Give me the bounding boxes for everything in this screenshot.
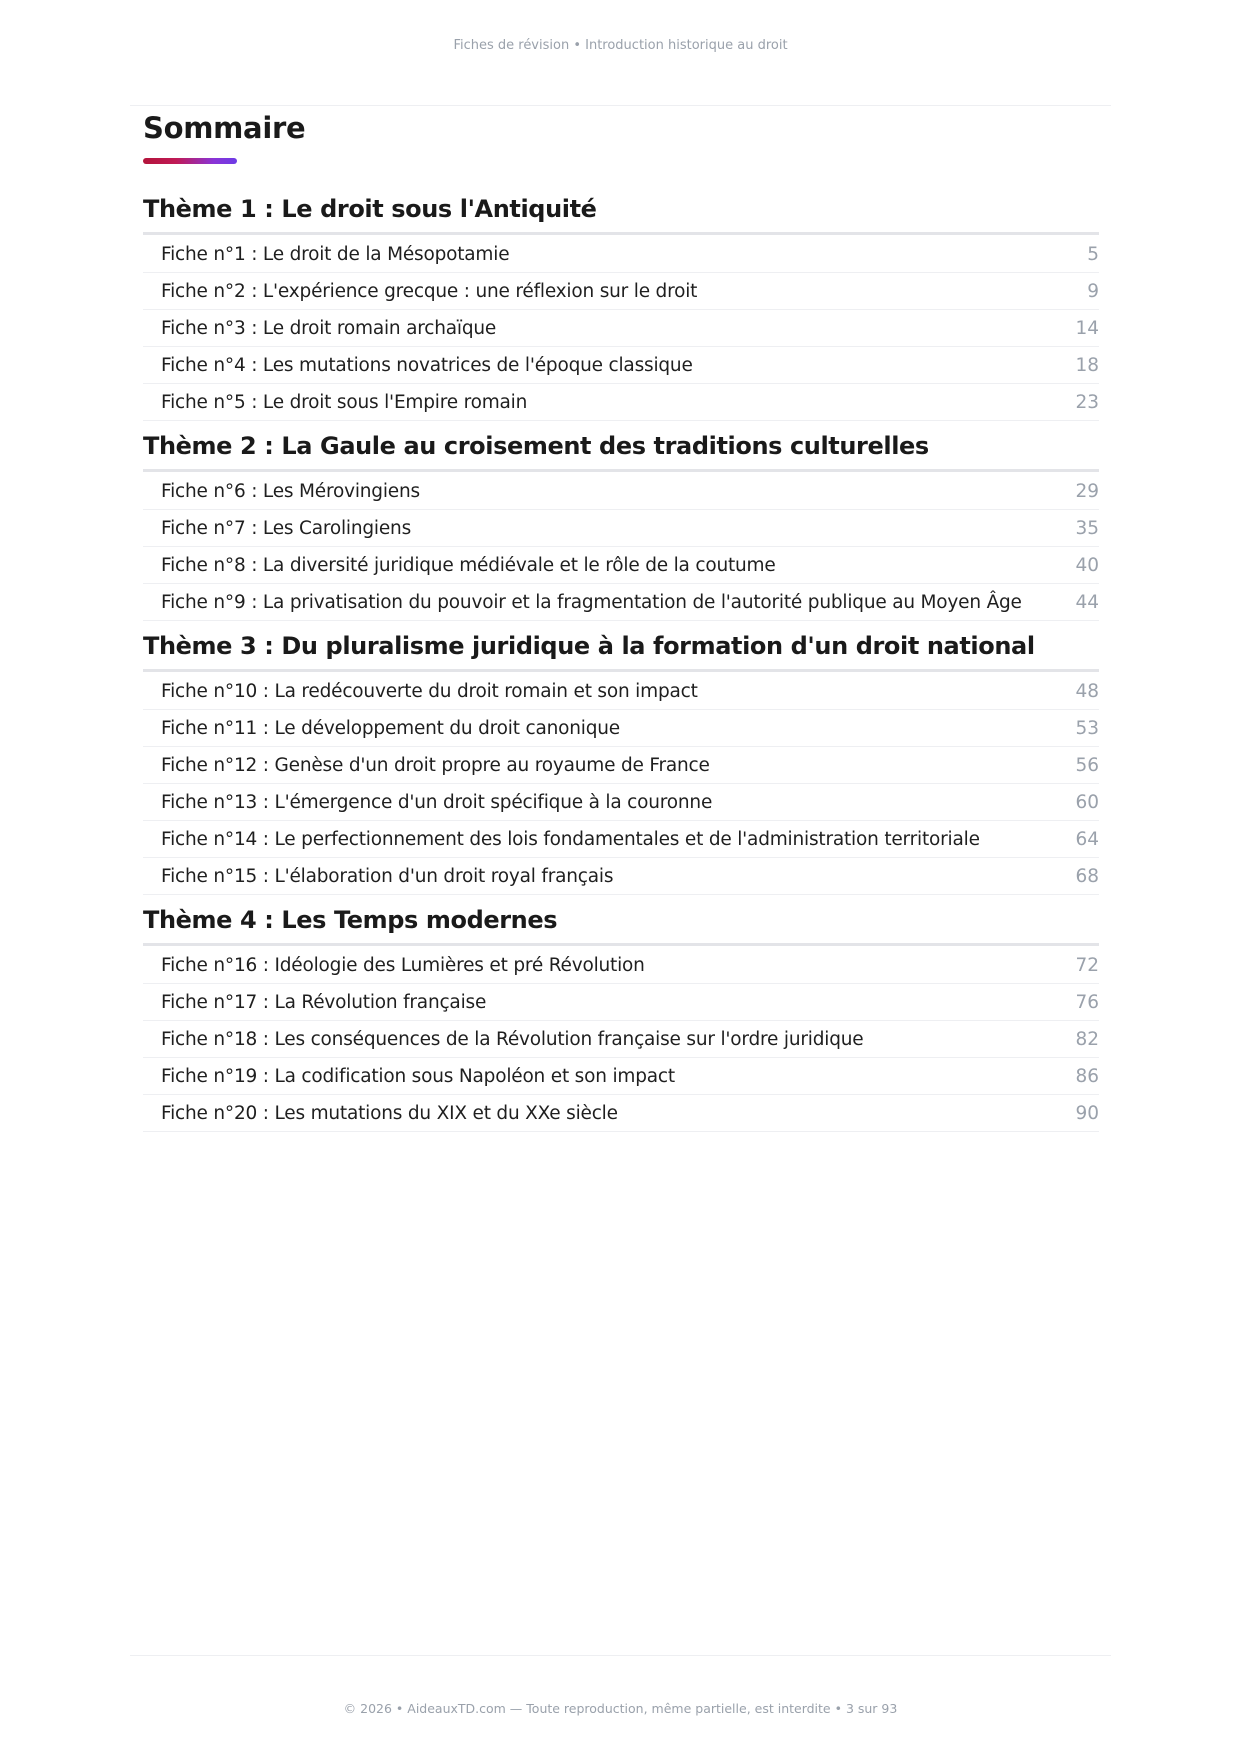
theme-title: Thème 1 : Le droit sous l'Antiquité xyxy=(143,194,1099,235)
toc-entry[interactable] xyxy=(143,711,1099,747)
entry-page-number: 48 xyxy=(1075,681,1099,702)
theme-section xyxy=(143,905,1099,1132)
toc-entry[interactable] xyxy=(143,585,1099,621)
entry-list xyxy=(143,674,1099,895)
entry-page-number: 82 xyxy=(1075,1029,1099,1050)
toc-entry[interactable] xyxy=(143,474,1099,510)
entry-label: Fiche n°11 : Le développement du droit canonique xyxy=(161,718,620,739)
entry-label: Fiche n°12 : Genèse d'un droit propre au royaume de France xyxy=(161,755,710,776)
toc-entry[interactable] xyxy=(143,1059,1099,1095)
toc-entry[interactable] xyxy=(143,311,1099,347)
toc-entry[interactable] xyxy=(143,1022,1099,1058)
running-footer: © 2026 • AideauxTD.com — Toute reproduction, même partielle, est interdite • 3 sur 93 xyxy=(343,1701,898,1716)
entry-page-number: 53 xyxy=(1075,718,1099,739)
table-of-contents xyxy=(143,108,1099,1132)
toc-entry[interactable] xyxy=(143,985,1099,1021)
header-divider xyxy=(130,105,1111,106)
entry-label: Fiche n°14 : Le perfectionnement des lois fondamentales et de l'administration territoriale xyxy=(161,829,980,850)
toc-entry[interactable] xyxy=(143,859,1099,895)
toc-entry[interactable] xyxy=(143,237,1099,273)
entry-page-number: 86 xyxy=(1075,1066,1099,1087)
entry-label: Fiche n°8 : La diversité juridique médiévale et le rôle de la coutume xyxy=(161,555,776,576)
entry-page-number: 29 xyxy=(1075,481,1099,502)
entry-label: Fiche n°9 : La privatisation du pouvoir et la fragmentation de l'autorité publique au Moyen Âge xyxy=(161,592,1022,613)
entry-label: Fiche n°1 : Le droit de la Mésopotamie xyxy=(161,244,510,265)
toc-entry[interactable] xyxy=(143,548,1099,584)
theme-section xyxy=(143,194,1099,421)
entry-label: Fiche n°13 : L'émergence d'un droit spécifique à la couronne xyxy=(161,792,713,813)
entry-label: Fiche n°18 : Les conséquences de la Révolution française sur l'ordre juridique xyxy=(161,1029,864,1050)
toc-entry[interactable] xyxy=(143,1096,1099,1132)
entry-label: Fiche n°6 : Les Mérovingiens xyxy=(161,481,420,502)
footer-divider xyxy=(130,1655,1111,1656)
toc-entry[interactable] xyxy=(143,274,1099,310)
entry-page-number: 64 xyxy=(1075,829,1099,850)
entry-page-number: 90 xyxy=(1075,1103,1099,1124)
entry-page-number: 18 xyxy=(1075,355,1099,376)
page-title: Sommaire xyxy=(143,111,306,145)
toc-entry[interactable] xyxy=(143,348,1099,384)
theme-title: Thème 2 : La Gaule au croisement des traditions culturelles xyxy=(143,431,1099,472)
entry-page-number: 56 xyxy=(1075,755,1099,776)
entry-page-number: 44 xyxy=(1075,592,1099,613)
entry-label: Fiche n°15 : L'élaboration d'un droit royal français xyxy=(161,866,614,887)
entry-page-number: 76 xyxy=(1075,992,1099,1013)
toc-entry[interactable] xyxy=(143,748,1099,784)
entry-page-number: 9 xyxy=(1087,281,1099,302)
entry-label: Fiche n°4 : Les mutations novatrices de l'époque classique xyxy=(161,355,693,376)
toc-entry[interactable] xyxy=(143,948,1099,984)
entry-page-number: 23 xyxy=(1075,392,1099,413)
entry-label: Fiche n°3 : Le droit romain archaïque xyxy=(161,318,497,339)
entry-list xyxy=(143,237,1099,421)
entry-page-number: 35 xyxy=(1075,518,1099,539)
entry-label: Fiche n°16 : Idéologie des Lumières et pré Révolution xyxy=(161,955,645,976)
entry-label: Fiche n°7 : Les Carolingiens xyxy=(161,518,412,539)
entry-label: Fiche n°17 : La Révolution française xyxy=(161,992,487,1013)
entry-page-number: 40 xyxy=(1075,555,1099,576)
running-header: Fiches de révision • Introduction historique au droit xyxy=(453,38,788,53)
entry-label: Fiche n°19 : La codification sous Napoléon et son impact xyxy=(161,1066,675,1087)
theme-title: Thème 3 : Du pluralisme juridique à la formation d'un droit national xyxy=(143,631,1099,672)
toc-entry[interactable] xyxy=(143,674,1099,710)
entry-label: Fiche n°5 : Le droit sous l'Empire romain xyxy=(161,392,528,413)
title-accent-bar xyxy=(143,158,237,164)
entry-label: Fiche n°20 : Les mutations du XIX et du XXe siècle xyxy=(161,1103,618,1124)
theme-section xyxy=(143,431,1099,621)
theme-title: Thème 4 : Les Temps modernes xyxy=(143,905,1099,946)
theme-section xyxy=(143,631,1099,895)
entry-list xyxy=(143,948,1099,1132)
toc-entry[interactable] xyxy=(143,511,1099,547)
toc-entry[interactable] xyxy=(143,385,1099,421)
entry-label: Fiche n°2 : L'expérience grecque : une réflexion sur le droit xyxy=(161,281,698,302)
entry-list xyxy=(143,474,1099,621)
toc-entry[interactable] xyxy=(143,785,1099,821)
entry-label: Fiche n°10 : La redécouverte du droit romain et son impact xyxy=(161,681,698,702)
entry-page-number: 5 xyxy=(1087,244,1099,265)
entry-page-number: 68 xyxy=(1075,866,1099,887)
toc-entry[interactable] xyxy=(143,822,1099,858)
entry-page-number: 14 xyxy=(1075,318,1099,339)
entry-page-number: 60 xyxy=(1075,792,1099,813)
entry-page-number: 72 xyxy=(1075,955,1099,976)
